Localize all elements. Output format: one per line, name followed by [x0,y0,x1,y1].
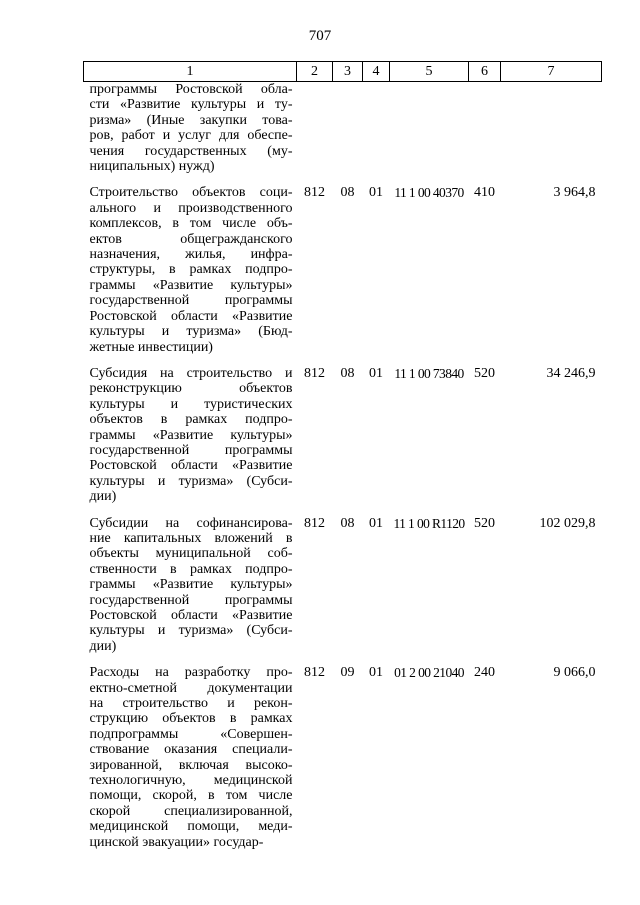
row-description [84,366,297,516]
description-line: чения государственных (му- [89,143,293,159]
subsection-code: 01 [369,365,383,381]
table-row [84,366,602,516]
description-line: культуры и туризма» (Субси- [89,623,293,639]
description-line: цинской эвакуации» государ- [89,834,264,850]
description-line: ственности в рамках подпро- [89,561,293,577]
description-line: реконструкцию объектов [89,381,293,397]
description-line: объекты муниципальной соб- [89,546,293,562]
description-line: дии) [89,489,117,505]
description-line: на строительство и рекон- [89,696,293,712]
target-article-code: 11 1 00 40370 [394,185,464,201]
section-code [333,82,363,186]
description-line: дии) [89,638,117,654]
description-line: ального и производственного [89,200,293,216]
subsection-code: 01 [369,515,383,531]
ministry-code: 812 [304,665,325,681]
description-line: культуры и туристических [89,396,293,412]
header-cell-7: 7 [501,62,602,82]
description-line: граммы «Развитие культуры» [89,427,293,443]
page-number: 707 [308,28,332,44]
amount-value: 34 246,9 [546,365,596,381]
row-description [84,665,297,861]
row-description [84,516,297,666]
header-cell-1: 1 [84,62,297,82]
description-line: медицинской помощи, меди- [89,819,293,835]
ministry-code [297,82,333,186]
description-line: Субсидия на строительство и [89,365,293,381]
description-line: скорой специализированной, [89,803,293,819]
section-code: 08 [340,185,355,201]
description-line: Ростовской области «Развитие [89,308,293,324]
target-article-code: 11 1 00 R1120 [393,515,465,531]
description-line: жетные инвестиции) [89,339,213,355]
description-line: зированной, включая высоко- [89,757,293,773]
row-description [84,82,297,186]
description-line: Строительство объектов соци- [89,185,293,201]
description-line: ектно-сметной документации [89,680,293,696]
description-line: ствование оказания специали- [89,742,293,758]
description-line: ров, работ и услуг для обеспе- [89,128,293,144]
description-line: структуры, в рамках подпро- [89,262,293,278]
description-line: помощи, скорой, в том числе [89,788,293,804]
ministry-code: 812 [304,365,325,381]
description-line: комплексов, в том числе объ- [89,216,293,232]
amount-value: 9 066,0 [553,665,596,681]
description-line: технологичную, медицинской [89,773,293,789]
header-cell-4: 4 [363,62,390,82]
subsection-code: 01 [369,665,383,681]
description-line: граммы «Развитие культуры» [89,577,293,593]
table-header [84,62,602,82]
subsection-code: 01 [369,185,383,201]
description-line: ектов общегражданского [89,231,293,247]
description-line: Ростовской области «Развитие [89,458,293,474]
description-line: ние капитальных вложений в [89,530,293,546]
description-line: Расходы на разработку про- [89,665,293,681]
expense-type-code: 520 [474,365,495,381]
description-line: ниципальных) нужд) [89,159,215,175]
description-line: сти «Развитие культуры и ту- [89,97,293,113]
description-line: государственной программы [89,293,293,309]
budget-table [83,61,602,861]
section-code: 09 [340,665,355,681]
target-article-code: 01 2 00 21040 [394,665,464,681]
expense-type-code: 520 [474,515,495,531]
amount-value [501,82,602,186]
description-line: назначения, жилья, инфра- [89,247,293,263]
description-line: программы Ростовской обла- [89,82,293,97]
description-line: культуры и туризма» (Субси- [89,473,293,489]
header-row [84,62,602,82]
description-line: Субсидии на софинансирова- [89,515,293,531]
target-article-code: 11 1 00 73840 [394,365,464,381]
header-cell-6: 6 [469,62,501,82]
section-code: 08 [340,515,355,531]
description-line: государственной программы [89,442,293,458]
header-cell-3: 3 [333,62,363,82]
ministry-code: 812 [304,515,325,531]
expense-type-code [469,82,501,186]
table-row [84,185,602,365]
table-body [84,82,602,862]
description-line: государственной программы [89,592,293,608]
table-row [84,665,602,861]
header-cell-2: 2 [297,62,333,82]
description-line: струкцию объектов в рамках [89,711,293,727]
description-line: Ростовской области «Развитие [89,608,293,623]
row-description [84,185,297,365]
header-cell-5: 5 [390,62,469,82]
ministry-code: 812 [304,185,325,201]
description-line: подпрограммы «Совершен- [89,726,293,742]
description-line: ризма» (Иные закупки това- [89,112,293,128]
subsection-code [363,82,390,186]
amount-value: 3 964,8 [553,185,596,201]
description-line: объектов в рамках подпро- [89,412,293,428]
amount-value: 102 029,8 [539,515,596,531]
description-line: культуры и туризма» (Бюд- [89,324,293,340]
section-code: 08 [340,365,355,381]
expense-type-code: 410 [474,185,495,201]
expense-type-code: 240 [474,665,495,681]
table-row [84,516,602,666]
table-row [84,82,602,186]
target-article-code [390,82,469,186]
description-line: граммы «Развитие культуры» [89,277,293,293]
